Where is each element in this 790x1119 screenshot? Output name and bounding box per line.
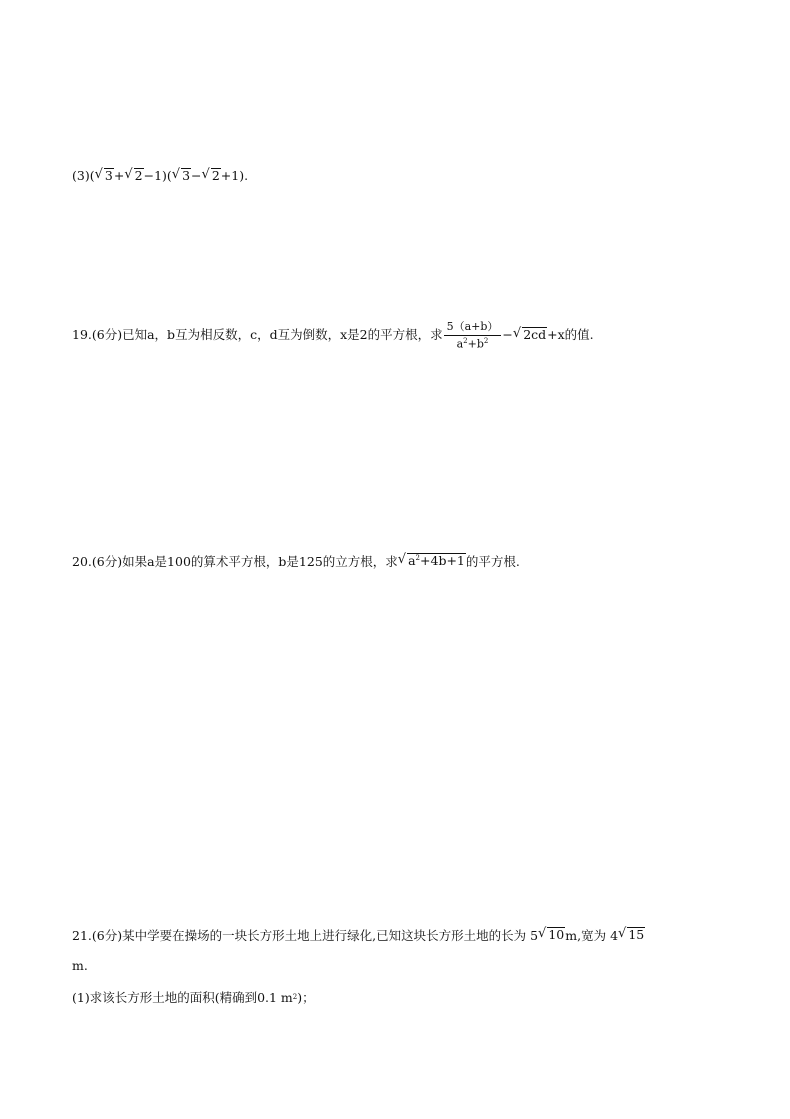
minus-one: −1)	[143, 168, 167, 184]
length-unit: m,宽为	[565, 928, 607, 943]
q20-tail: 的平方根.	[465, 554, 520, 569]
fraction-denominator: $a^2+b^2$	[456, 337, 489, 351]
q21-score: (6分)	[91, 928, 123, 943]
q21-number: 21.	[72, 927, 92, 943]
sqrt-3: √ 3	[94, 167, 113, 183]
sqrt-2: √ 2	[124, 167, 143, 183]
q21-text: 某中学要在操场的一块长方形土地上进行绿化,已知这块长方形土地的长为	[122, 928, 527, 943]
paren-open: (	[89, 168, 95, 184]
question-20	[72, 552, 520, 570]
paren-open-2: (	[166, 168, 172, 184]
q21-unit: m.	[72, 958, 88, 973]
sqrt-15: √ 15	[618, 926, 645, 943]
minus-sign: −	[191, 168, 202, 184]
q19-minus: −	[502, 326, 513, 342]
plus-one: +1).	[220, 168, 249, 184]
plus-sign: +	[113, 168, 125, 184]
sqrt-2cd: √ 2cd	[512, 325, 547, 342]
fraction-numerator: 5（a+b）	[444, 318, 502, 336]
question-21	[72, 926, 645, 944]
q20-text: 如果a是100的算术平方根，b是125的立方根，求	[122, 554, 398, 569]
q21-unit-line	[72, 958, 88, 973]
sqrt-10: √ 10	[538, 926, 565, 943]
q20-score: (6分)	[91, 554, 123, 569]
q21-sub1-text: (1)求该长方形土地的面积(精确到0.1 m	[72, 990, 293, 1005]
q20-number: 20.	[72, 553, 92, 569]
q19-number: 19.	[72, 326, 92, 342]
q19-fraction	[444, 318, 502, 351]
q18-part3	[72, 168, 248, 183]
question-19	[72, 318, 594, 351]
q19-tail: +x的值.	[547, 327, 594, 343]
q18-part3-label: (3)	[72, 168, 90, 184]
q21-sub1-exp: 2	[292, 993, 298, 1001]
width-coefficient: 4	[610, 927, 619, 943]
q21-sub1-tail: )；	[297, 990, 315, 1005]
q19-text: 已知a，b互为相反数，c，d互为倒数，x是2的平方根，求	[122, 327, 443, 343]
q19-score: (6分)	[91, 327, 123, 343]
sqrt-3-b: √ 3	[171, 167, 191, 183]
length-coefficient: 5	[530, 927, 539, 943]
q21-sub1	[72, 988, 315, 1006]
sqrt-expression: √ $a^2+4b+1$	[397, 552, 465, 569]
sqrt-2-b: √ 2	[201, 167, 220, 183]
